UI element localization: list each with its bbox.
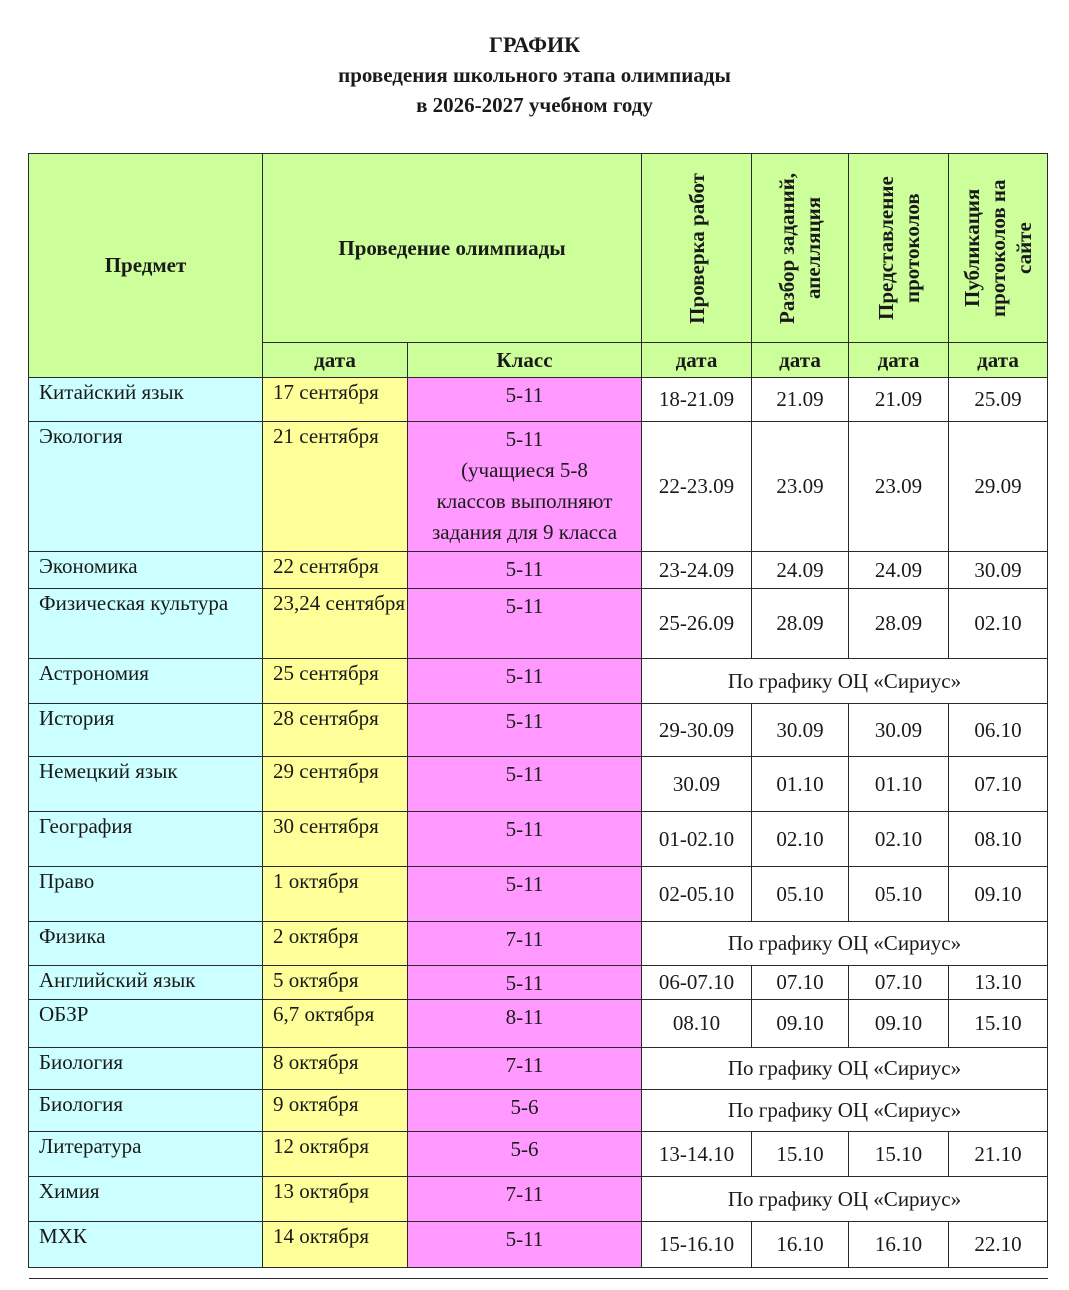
cell-subject: Китайский язык [29,378,263,422]
header-protocols-label: Представление протоколов [873,176,924,320]
cell-subject: Немецкий язык [29,757,263,812]
cell-subject: Английский язык [29,966,263,1000]
cell-subject: Литература [29,1132,263,1177]
table-row [29,1132,1048,1177]
cell-publication-date: 07.10 [949,757,1048,812]
cell-class: 5-11 [408,812,642,867]
cell-class: 5-6 [408,1090,642,1132]
cell-subject: География [29,812,263,867]
header-subject: Предмет [29,154,263,378]
cell-sirius-schedule: По графику ОЦ «Сириус» [642,1090,1048,1132]
cell-date: 21 сентября [263,422,408,552]
header-review-label: Разбор заданий, апелляция [775,172,825,324]
cell-review-date: 01.10 [752,757,849,812]
cell-sirius-schedule: По графику ОЦ «Сириус» [642,922,1048,966]
cell-date: 29 сентября [263,757,408,812]
schedule-body [29,378,1048,1279]
cell-class: 5-11 [408,757,642,812]
header-publication [949,154,1048,343]
cell-review-date: 30.09 [752,704,849,757]
table-row [29,1090,1048,1132]
header-review [752,154,849,343]
cell-publication-date: 08.10 [949,812,1048,867]
cell-protocols-date: 28.09 [849,589,949,659]
cell-publication-date: 06.10 [949,704,1048,757]
title-line-3: в 2026-2027 учебном году [416,93,653,117]
cell-protocols-date: 15.10 [849,1132,949,1177]
cell-protocols-date: 05.10 [849,867,949,922]
table-row [29,659,1048,704]
table-row [29,1222,1048,1268]
cell-subject: Экология [29,422,263,552]
cell-class: 5-11 [408,966,642,1000]
cell-date: 22 сентября [263,552,408,589]
cell-class: 5-11 [408,589,642,659]
cell-date: 23,24 сентября [263,589,408,659]
table-row [29,966,1048,1000]
cell-class: 7-11 [408,1177,642,1222]
table-row [29,1048,1048,1090]
cell-protocols-date: 24.09 [849,552,949,589]
cell-publication-date: 21.10 [949,1132,1048,1177]
cell-date: 9 октября [263,1090,408,1132]
cell-class: 5-11 [408,659,642,704]
cell-class: 5-11 [408,378,642,422]
header-check-date: дата [642,343,752,378]
cell-publication-date: 13.10 [949,966,1048,1000]
cell-check-date: 25-26.09 [642,589,752,659]
cell-protocols-date: 02.10 [849,812,949,867]
cell-date: 30 сентября [263,812,408,867]
cell-check-date: 23-24.09 [642,552,752,589]
cell-subject: Экономика [29,552,263,589]
title-line-1: ГРАФИК [488,32,581,57]
header-check-label: Проверка работ [684,172,709,324]
cell-subject: Астрономия [29,659,263,704]
table-row [29,378,1048,422]
cell-protocols-date: 07.10 [849,966,949,1000]
document-title [0,30,1069,120]
cell-empty [752,1268,849,1279]
cell-check-date: 08.10 [642,1000,752,1048]
table-row-cropped [29,1268,1048,1279]
cell-review-date: 05.10 [752,867,849,922]
cell-date: 6,7 октября [263,1000,408,1048]
cell-review-date: 09.10 [752,1000,849,1048]
cell-date: 17 сентября [263,378,408,422]
cell-empty [949,1268,1048,1279]
table-row [29,1000,1048,1048]
cell-check-date: 02-05.10 [642,867,752,922]
cell-review-date: 21.09 [752,378,849,422]
cell-class: 5-6 [408,1132,642,1177]
header-olympiad: Проведение олимпиады [263,154,642,343]
cell-review-date: 16.10 [752,1222,849,1268]
header-check [642,154,752,343]
cell-publication-date: 15.10 [949,1000,1048,1048]
header-class: Класс [408,343,642,378]
cell-date: 14 октября [263,1222,408,1268]
cell-class: 5-11 [408,552,642,589]
cell-subject: Физика [29,922,263,966]
schedule-table [28,153,1048,1279]
cell-check-date: 15-16.10 [642,1222,752,1268]
cell-review-date: 07.10 [752,966,849,1000]
cell-review-date: 15.10 [752,1132,849,1177]
header-publication-date: дата [949,343,1048,378]
table-row [29,704,1048,757]
cell-check-date: 06-07.10 [642,966,752,1000]
cell-review-date: 23.09 [752,422,849,552]
cell-protocols-date: 30.09 [849,704,949,757]
cell-subject: История [29,704,263,757]
cell-publication-date: 09.10 [949,867,1048,922]
cell-subject: Химия [29,1177,263,1222]
cell-date: 12 октября [263,1132,408,1177]
cell-empty [29,1268,263,1279]
cell-subject: Право [29,867,263,922]
table-row [29,552,1048,589]
cell-class: 7-11 [408,922,642,966]
table-row [29,589,1048,659]
cell-subject: ОБЗР [29,1000,263,1048]
cell-date: 13 октября [263,1177,408,1222]
cell-check-date: 13-14.10 [642,1132,752,1177]
table-row [29,867,1048,922]
cell-class: 7-11 [408,1048,642,1090]
cell-empty [263,1268,408,1279]
cell-protocols-date: 21.09 [849,378,949,422]
cell-check-date: 18-21.09 [642,378,752,422]
cell-review-date: 24.09 [752,552,849,589]
cell-sirius-schedule: По графику ОЦ «Сириус» [642,659,1048,704]
cell-date: 2 октября [263,922,408,966]
cell-publication-date: 29.09 [949,422,1048,552]
cell-protocols-date: 01.10 [849,757,949,812]
cell-protocols-date: 16.10 [849,1222,949,1268]
cell-empty [849,1268,949,1279]
cell-review-date: 28.09 [752,589,849,659]
cell-protocols-date: 23.09 [849,422,949,552]
cell-check-date: 29-30.09 [642,704,752,757]
cell-class: 5-11 (учащиеся 5-8 классов выполняют задания для 9 класса [408,422,642,552]
table-row [29,812,1048,867]
header-review-date: дата [752,343,849,378]
cell-check-date: 22-23.09 [642,422,752,552]
cell-sirius-schedule: По графику ОЦ «Сириус» [642,1177,1048,1222]
header-protocols [849,154,949,343]
table-row [29,1177,1048,1222]
cell-publication-date: 25.09 [949,378,1048,422]
cell-date: 28 сентября [263,704,408,757]
title-line-2: проведения школьного этапа олимпиады [338,63,731,87]
cell-check-date: 30.09 [642,757,752,812]
header-date: дата [263,343,408,378]
header-row-1 [29,154,1048,343]
table-row [29,922,1048,966]
cell-sirius-schedule: По графику ОЦ «Сириус» [642,1048,1048,1090]
table-row [29,757,1048,812]
cell-subject: МХК [29,1222,263,1268]
cell-date: 5 октября [263,966,408,1000]
table-row [29,422,1048,552]
cell-check-date: 01-02.10 [642,812,752,867]
cell-class: 5-11 [408,1222,642,1268]
cell-subject: Биология [29,1048,263,1090]
cell-publication-date: 30.09 [949,552,1048,589]
cell-date: 1 октября [263,867,408,922]
cell-date: 25 сентября [263,659,408,704]
cell-class: 5-11 [408,704,642,757]
cell-review-date: 02.10 [752,812,849,867]
cell-class: 5-11 [408,867,642,922]
cell-class: 8-11 [408,1000,642,1048]
cell-subject: Физическая культура [29,589,263,659]
cell-protocols-date: 09.10 [849,1000,949,1048]
cell-empty [642,1268,752,1279]
cell-empty [408,1268,642,1279]
header-publication-label: Публикация протоколов на сайте [960,179,1036,317]
header-protocols-date: дата [849,343,949,378]
cell-subject: Биология [29,1090,263,1132]
cell-publication-date: 02.10 [949,589,1048,659]
cell-date: 8 октября [263,1048,408,1090]
cell-publication-date: 22.10 [949,1222,1048,1268]
